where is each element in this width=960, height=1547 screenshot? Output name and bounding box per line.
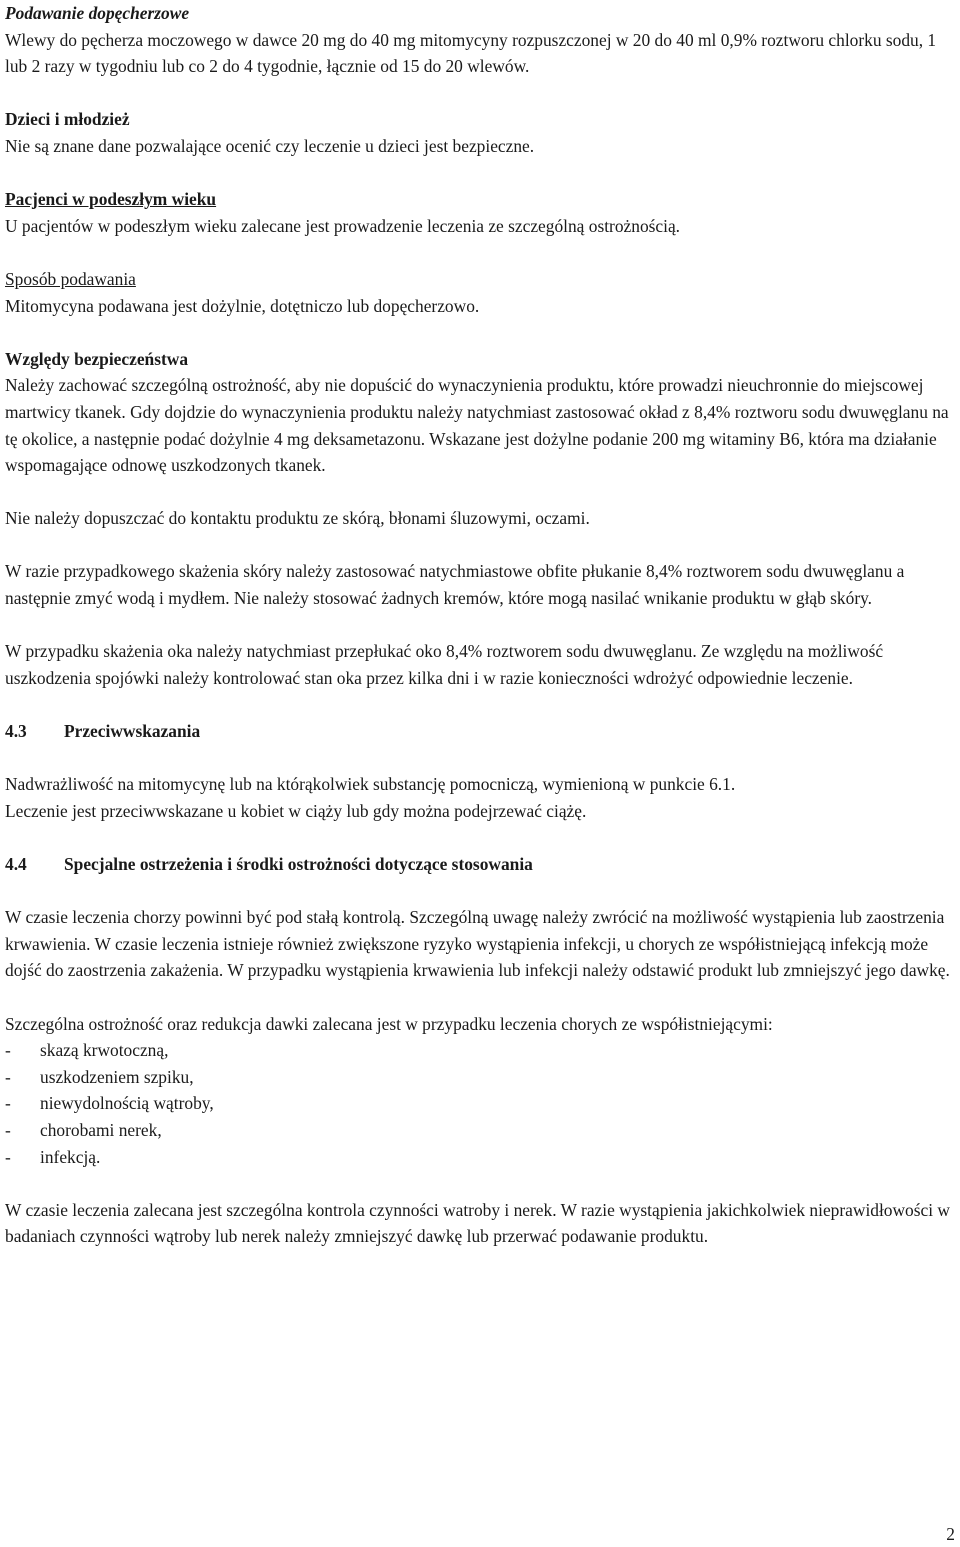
list-item-text: uszkodzeniem szpiku, [40, 1066, 194, 1087]
bladder-dosing-text: Wlewy do pęcherza moczowego w dawce 20 mg do 40 mg mitomycyny rozpuszczonej w 20 do 40 ml 0,9% roztworu chlorku sodu, 1 lub 2 razy w tygodniu lub co 2 do 4 tygodnie, łącznie od 15 do 20 wlewów. [5, 29, 937, 77]
heading-elderly: Pacjenci w podeszłym wieku [5, 189, 217, 210]
heading-children: Dzieci i młodzież [5, 109, 130, 130]
section-4-4-title: Specjalne ostrzeżenia i środki ostrożności dotyczące stosowania [64, 854, 533, 874]
list-item [5, 1090, 957, 1117]
document-page [5, 0, 957, 1250]
contraindications-paragraph-1: Nadwrażliwość na mitomycynę lub na którąkolwiek substancję pomocniczą, wymienioną w punkcie 6.1. [5, 774, 736, 795]
list-item [5, 1117, 957, 1144]
safety-paragraph-1: Należy zachować szczególną ostrożność, aby nie dopuścić do wynaczynienia produktu, które prowadzi nieuchronnie do miejscowej martwicy tkanek. Gdy dojdzie do wynaczynienia produktu należy natychmiast zastosować okład z 8,4% roztworu sodu dwuwęglanu na tę okolice, a następnie podać dożylnie 4 mg deksametazonu. Wskazane jest dożylne podanie 200 mg witaminy B6, która ma działanie wspomagające odnowę uszkodzonych tkanek. [5, 375, 949, 476]
warnings-paragraph-3: W czasie leczenia zalecana jest szczególna kontrola czynności watroby i nerek. W razie wystąpienia jakichkolwiek nieprawidłowości w badaniach czynności wątroby lub nerek należy zmniejszyć dawkę lub przerwać podawanie produktu. [5, 1199, 950, 1247]
administration-text: Mitomycyna podawana jest dożylnie, dotętniczo lub dopęcherzowo. [5, 295, 480, 316]
heading-administration: Sposób podawania [5, 268, 136, 289]
heading-bladder-dosing: Podawanie dopęcherzowe [5, 3, 190, 23]
list-dash: - [5, 1066, 11, 1087]
list-item [5, 1144, 957, 1171]
list-item [5, 1064, 957, 1091]
warnings-paragraph-1: W czasie leczenia chorzy powinni być pod stałą kontrolą. Szczególną uwagę należy zwrócić na możliwość wystąpienia lub zaostrzenia krwawienia. W czasie leczenia istnieje również zwiększone ryzyko wystąpienia infekcji, u chorych ze współistniejącą infekcją może dojść do zaostrzenia zakażenia. W przypadku wystąpienia krwawienia lub infekcji należy odstawić produkt lub zmniejszyć jego dawkę. [5, 907, 950, 981]
list-dash: - [5, 1146, 11, 1167]
section-4-3-number: 4.3 [5, 721, 27, 742]
children-text: Nie są znane dane pozwalające ocenić czy leczenie u dzieci jest bezpieczne. [5, 135, 535, 156]
elderly-text: U pacjentów w podeszłym wieku zalecane jest prowadzenie leczenia ze szczególną ostrożnością. [5, 215, 681, 236]
contraindications-paragraph-2: Leczenie jest przeciwwskazane u kobiet w ciąży lub gdy można podejrzewać ciążę. [5, 800, 587, 821]
section-4-4-heading [5, 851, 957, 878]
section-4-3-heading [5, 718, 957, 745]
list-item [5, 1037, 957, 1064]
heading-safety: Względy bezpieczeństwa [5, 348, 189, 369]
list-item-text: infekcją. [40, 1146, 101, 1167]
safety-paragraph-2: Nie należy dopuszczać do kontaktu produktu ze skórą, błonami śluzowymi, oczami. [5, 508, 590, 529]
list-item-text: chorobami nerek, [40, 1119, 162, 1140]
list-dash: - [5, 1093, 11, 1114]
list-dash: - [5, 1119, 11, 1140]
section-4-3-title: Przeciwwskazania [64, 721, 201, 742]
safety-paragraph-3: W razie przypadkowego skażenia skóry należy zastosować natychmiastowe obfite płukanie 8,4% roztworem sodu dwuwęglanu a następnie zmyć wodą i mydłem. Nie należy stosować żadnych kremów, które mogą nasilać wnikanie produktu w głąb skóry. [5, 561, 905, 609]
list-item-text: skazą krwotoczną, [40, 1040, 169, 1061]
page-number: 2 [946, 1524, 955, 1544]
list-item-text: niewydolnością wątroby, [40, 1093, 214, 1114]
list-dash: - [5, 1040, 11, 1061]
warnings-paragraph-2: Szczególna ostrożność oraz redukcja dawki zalecana jest w przypadku leczenia chorych ze współistniejącymi: [5, 1013, 773, 1034]
safety-paragraph-4: W przypadku skażenia oka należy natychmiast przepłukać oko 8,4% roztworem sodu dwuwęglanu. Ze względu na możliwość uszkodzenia spojówki należy kontrolować stan oka przez kilka dni i w razie konieczności wdrożyć odpowiednie leczenie. [5, 641, 884, 688]
section-4-4-number: 4.4 [5, 854, 27, 874]
